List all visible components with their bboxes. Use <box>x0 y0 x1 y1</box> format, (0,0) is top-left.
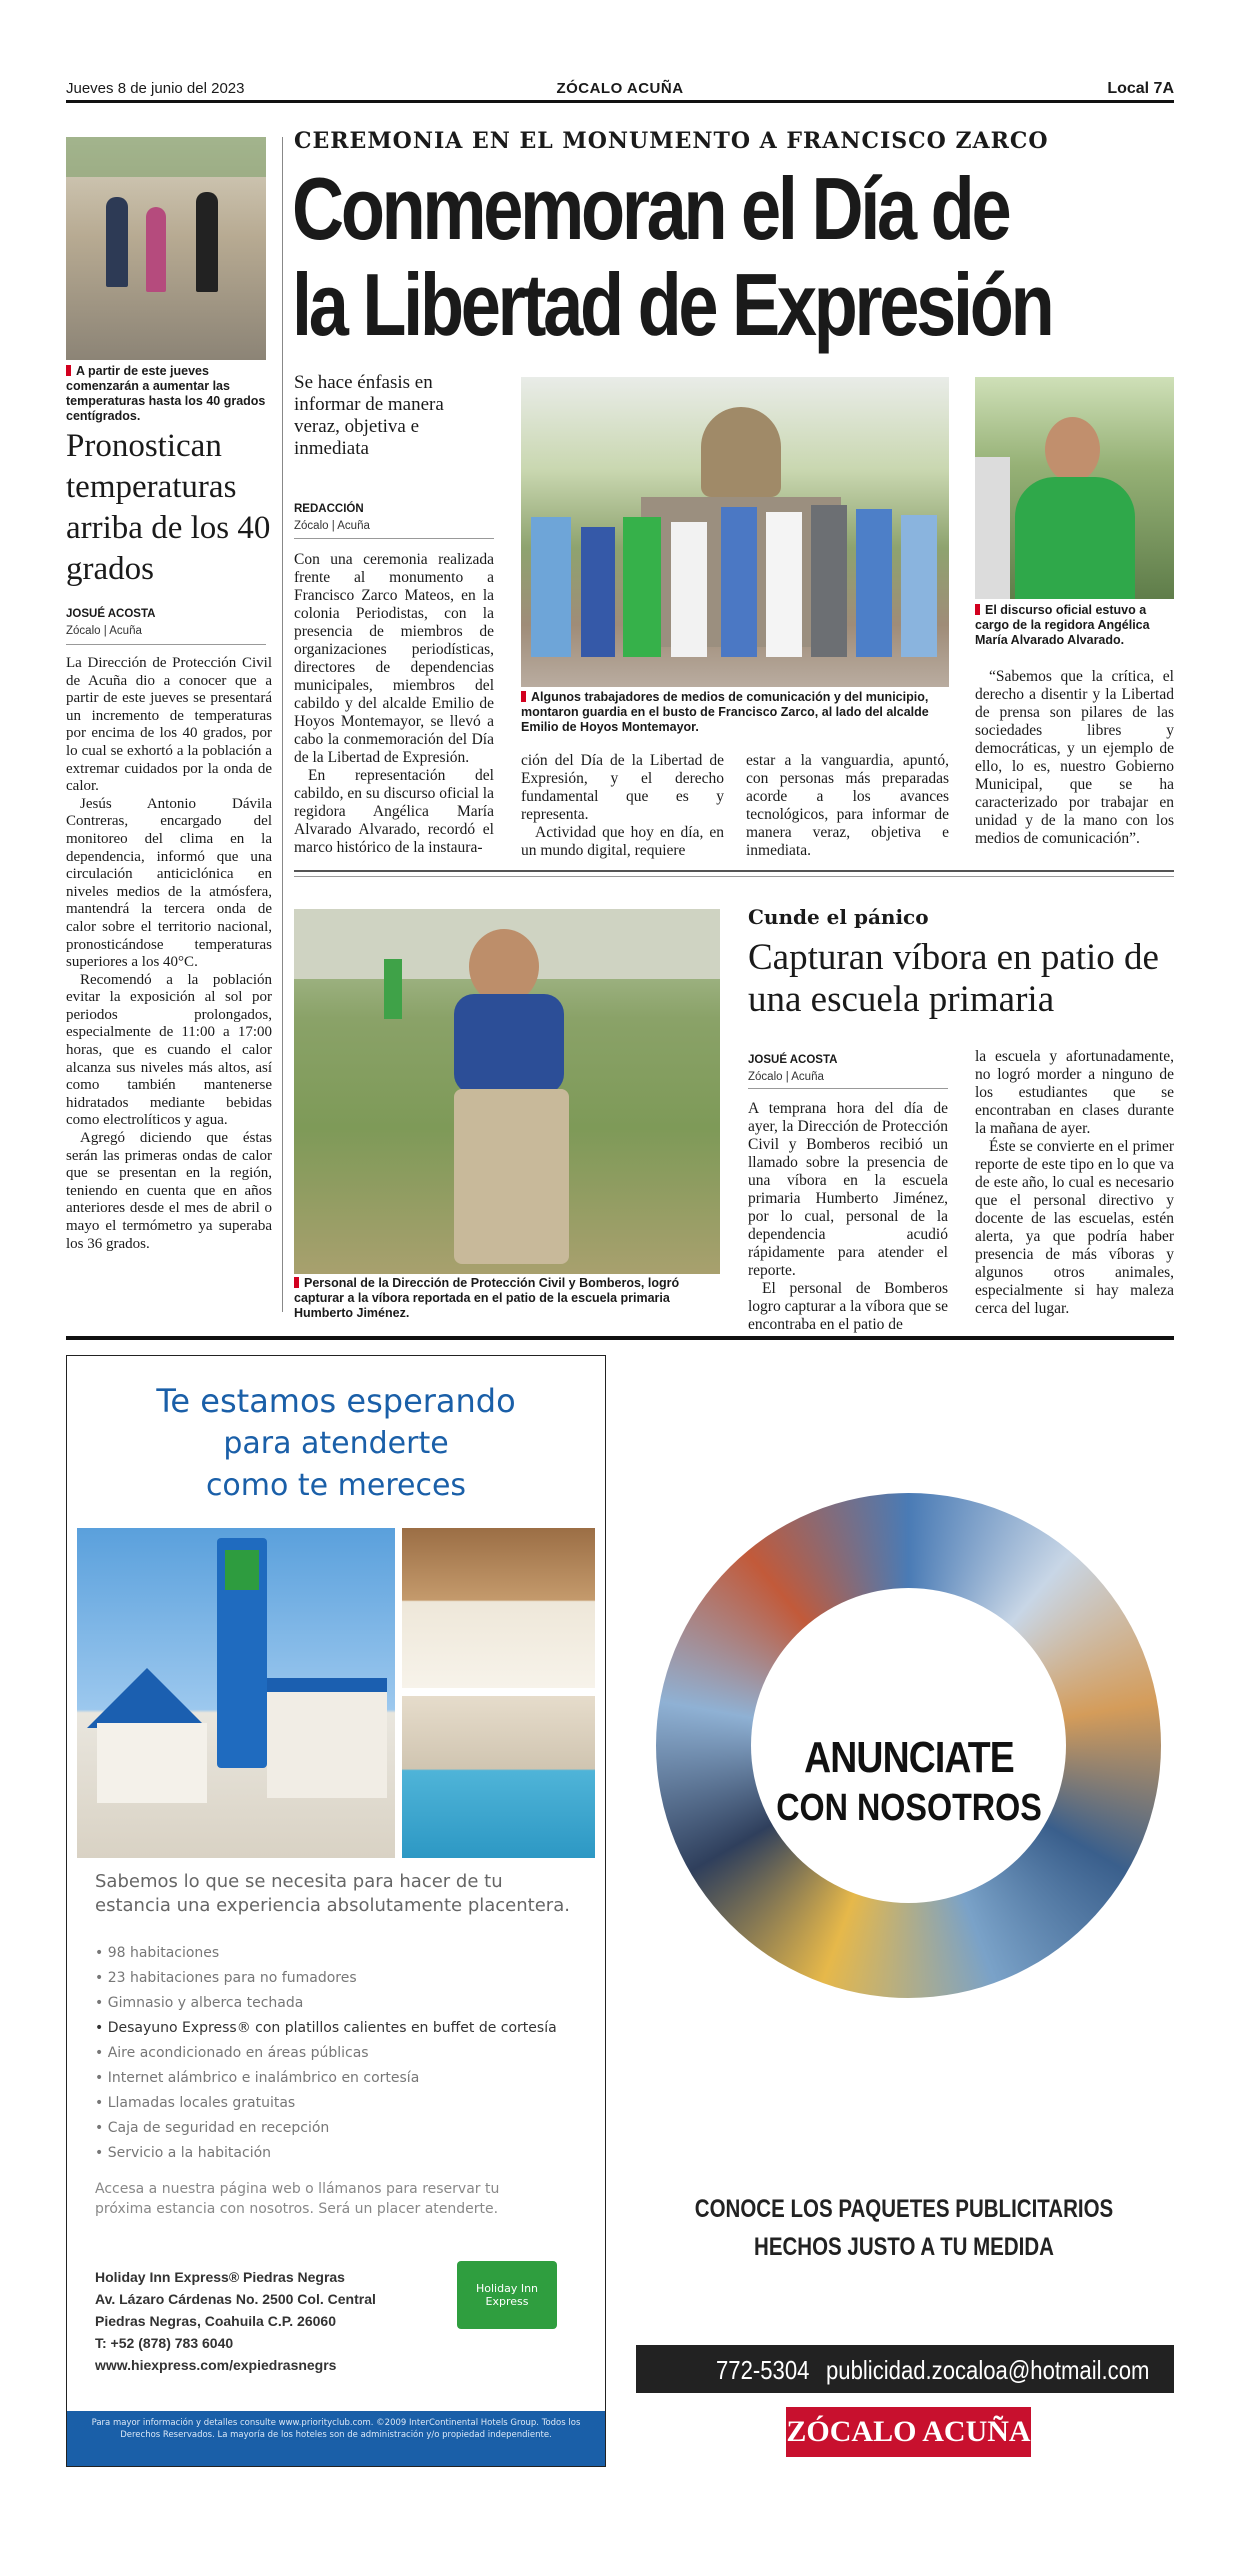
zocalo-phone[interactable]: 772-5304 <box>716 2355 810 2385</box>
main-paragraph: ción del Día de la Libertad de Expresión, y el derecho fundamental que es y representa. <box>521 752 724 823</box>
hotel-pool-photo <box>402 1696 595 1858</box>
hotel-ad-cta: Accesa a nuestra página web o llámanos para reservar tu próxima estancia con nosotros. Será un placer atenderte. <box>95 2181 500 2217</box>
viper-paragraph: la escuela y afortunadamente, no logró morder a ninguno de los estudiantes que se encontraban en clases durante la mañana de ayer. <box>975 1048 1174 1137</box>
hotel-advertisement[interactable] <box>66 1355 606 2467</box>
zocalo-logo <box>786 2407 1031 2457</box>
zocalo-logo-text: ZÓCALO ACUÑA <box>786 2415 1031 2448</box>
amenity-item: • Servicio a la habitación <box>95 2145 272 2161</box>
viper-paragraph: A temprana hora del día de ayer, la Dirección de Protección Civil y Bomberos recibió un llamado sobre la presencia de una víbora en la escuela primaria Humberto Jiménez, por lo cual, personal de la dependencia acudió rápidamente para atender el reporte. <box>748 1100 948 1279</box>
zocalo-contact-bar <box>636 2345 1174 2393</box>
hotel-ad-footer-text: Para mayor información y detalles consulte www.priorityclub.com. ©2009 InterContinental Hotels Group. Todos los Derechos Reservados. La mayoría de los hoteles son de administración y/o propiedad independiente. <box>91 2418 581 2440</box>
viper-kicker: Cunde el pánico <box>748 905 929 929</box>
hotel-ad-footer <box>67 2411 605 2466</box>
amenity-item: • 23 habitaciones para no fumadores <box>95 1970 357 1986</box>
hotel-room-photo <box>402 1528 595 1688</box>
main-column-3 <box>746 752 949 860</box>
holiday-inn-logo <box>457 2261 557 2329</box>
section-page: Local 7A <box>1107 80 1174 97</box>
viper-paragraph: El personal de Bomberos logro capturar a la víbora que se encontraba en el patio de <box>748 1280 948 1333</box>
zocalo-ad-packages-1: CONOCE LOS PAQUETES PUBLICITARIOS <box>694 2195 1114 2223</box>
main-kicker: CEREMONIA EN EL MONUMENTO A FRANCISCO ZARCO <box>294 128 1049 154</box>
weather-author: JOSUÉ ACOSTA <box>66 608 156 620</box>
amenity-item: • Desayuno Express® con platillos calientes en buffet de cortesía <box>95 2020 557 2036</box>
story-separator-thin <box>294 876 1174 877</box>
main-headline-line1: Conmemoran el Día de <box>292 159 1009 258</box>
main-deck: Se hace énfasis en informar de manera veraz, objetiva e inmediata <box>294 372 444 459</box>
main-paragraph: Actividad que hoy en día, en un mundo digital, requiere <box>521 824 724 859</box>
newspaper-name: ZÓCALO ACUÑA <box>556 80 684 97</box>
hotel-phone[interactable]: T: +52 (878) 783 6040 <box>95 2335 234 2351</box>
hotel-address-line: Av. Lázaro Cárdenas No. 2500 Col. Central <box>95 2291 376 2307</box>
viper-title: Capturan víbora en patio de una escuela primaria <box>748 937 1159 1020</box>
main-column-1 <box>294 551 494 857</box>
main-byline-rule <box>294 538 494 539</box>
main-paragraph: estar a la vanguardia, apuntó, con personas más preparadas acorde a los avances tecnológicos, para informar de manera veraz, objetiva e inmediata. <box>746 752 949 859</box>
zocalo-email-link[interactable]: publicidad.zocaloa@hotmail.com <box>826 2355 1150 2385</box>
viper-photo <box>294 909 720 1274</box>
hotel-amenities-list <box>95 1941 595 2166</box>
weather-paragraph: Agregó diciendo que éstas serán las primeras ondas de calor que se presentan en la región, teniendo en cuenta que en años anteriores desde el mes de abril o mayo el termómetro ya superaba los 36 grados. <box>66 1130 272 1252</box>
ceremony-photo-caption: Algunos trabajadores de medios de comunicación y del municipio, montaron guardia en el busto de Francisco Zarco, al lado del alcalde Emilio de Hoyos Montemayor. <box>521 690 949 735</box>
zocalo-ad-packages-2: HECHOS JUSTO A TU MEDIDA <box>754 2233 1054 2261</box>
column-divider <box>282 137 283 1312</box>
main-quote-text: “Sabemos que la crítica, el derecho a disentir y la Libertad de prensa son pilares de las sociedades libres y democráticas, y un ejemplo de ello, lo es, nuestro Gobierno Municipal, que se ha caracterizado por trabajar en unidad y de la mano con los medios de comunicación”. <box>975 668 1174 847</box>
hotel-ad-heading-1: Te estamos esperando <box>156 1382 516 1420</box>
hotel-website-link[interactable]: www.hiexpress.com/expiedrasnegrs <box>95 2357 337 2373</box>
main-location: Zócalo | Acuña <box>294 520 370 532</box>
issue-date: Jueves 8 de junio del 2023 <box>66 80 245 97</box>
header-rule <box>66 100 1174 103</box>
weather-paragraph: Recomendó a la población evitar la exposición al sol por periodos prolongados, especialmente de 11:00 a 17:00 horas, que es cuando el calor alcanza sus niveles más altos, así como también mantenerse hidratados mediante bebidas como electrolíticos y agua. <box>66 971 272 1129</box>
hotel-ad-heading-3: como te mereces <box>205 1468 467 1503</box>
viper-author: JOSUÉ ACOSTA <box>748 1054 838 1066</box>
viper-paragraph: Éste se convierte en el primer reporte de este tipo en lo que va de este año, lo cual es necesario que el personal directivo y docente de las escuelas, estén alerta, ya que podría haber presencia de más víboras y algunos otros animales, especialmente si hay maleza cerca del lugar. <box>975 1138 1174 1317</box>
weather-location: Zócalo | Acuña <box>66 625 142 637</box>
main-headline-line2: la Libertad de Expresión <box>292 255 1052 354</box>
viper-location: Zócalo | Acuña <box>748 1071 824 1083</box>
ceremony-photo <box>521 377 949 687</box>
speaker-photo <box>975 377 1174 599</box>
viper-photo-caption: Personal de la Dirección de Protección Civil y Bomberos, logró capturar a la víbora reportada en el patio de la escuela primaria Humberto Jiménez. <box>294 1276 720 1321</box>
main-author: REDACCIÓN <box>294 503 364 515</box>
zocalo-ad-center-2: CON NOSOTROS <box>776 1787 1042 1829</box>
weather-photo <box>66 137 266 360</box>
main-quote <box>975 668 1174 848</box>
main-paragraph: Con una ceremonia realizada frente al monumento a Francisco Zarco Mateos, en la colonia Periodistas, con la presencia de miembros de organizaciones periodísticas, directores de dependencias municipales, miembros del cabildo y del alcalde Emilio de Hoyos Montemayor, se llevó a cabo la conmemoración del Día de la Libertad de Expresión. <box>294 551 494 766</box>
weather-photo-caption: A partir de este jueves comenzarán a aumentar las temperaturas hasta los 40 grados centígrados. <box>66 364 266 423</box>
weather-paragraph: Jesús Antonio Dávila Contreras, encargado del monitoreo del clima en la dependencia, informó que una circulación anticiclónica en niveles medios de la atmósfera, mantendrá la tercera onda de calor sobre el territorio nacional, pronosticándose temperaturas superiores a los 40°C. <box>66 795 272 971</box>
amenity-item: • 98 habitaciones <box>95 1945 220 1961</box>
hotel-building-photo <box>77 1528 395 1858</box>
speaker-photo-caption: El discurso oficial estuvo a cargo de la regidora Angélica María Alvarado Alvarado. <box>975 603 1174 648</box>
hotel-address-line: Holiday Inn Express® Piedras Negras <box>95 2269 345 2285</box>
amenity-item: • Gimnasio y alberca techada <box>95 1995 304 2011</box>
main-paragraph: En representación del cabildo, en su discurso oficial la regidora Angélica María Alvarado Alvarado, recordó el marco histórico de la instaura- <box>294 767 494 856</box>
weather-byline-rule <box>66 644 266 645</box>
weather-paragraph: La Dirección de Protección Civil de Acuña dio a conocer que a partir de este jueves se presentará un incremento de temperaturas por encima de los 40 grados, por lo cual se exhortó a la población a extremar cuidados por la onda de calor. <box>66 655 272 795</box>
page-header <box>66 72 1174 102</box>
amenity-item: • Llamadas locales gratuitas <box>95 2095 296 2111</box>
amenity-item: • Internet alámbrico e inalámbrico en cortesía <box>95 2070 420 2086</box>
weather-title: Pronostican temperaturas arriba de los 40 grados <box>66 428 271 587</box>
zocalo-ad-center-1: ANUNCIATE <box>804 1733 1014 1782</box>
hotel-ad-heading-2: para atenderte <box>223 1426 449 1461</box>
holiday-inn-logo-text: Holiday Inn Express <box>475 2282 539 2308</box>
hotel-address-block <box>95 2266 425 2376</box>
amenity-item: • Aire acondicionado en áreas públicas <box>95 2045 369 2061</box>
viper-byline-rule <box>748 1088 948 1089</box>
viper-column-1 <box>748 1100 948 1334</box>
story-separator <box>294 870 1174 872</box>
hotel-address-line: Piedras Negras, Coahuila C.P. 26060 <box>95 2313 336 2329</box>
zocalo-advertisement[interactable] <box>634 1355 1174 2465</box>
ad-section-rule <box>66 1336 1174 1340</box>
amenity-item: • Caja de seguridad en recepción <box>95 2120 330 2136</box>
hotel-ad-tagline: Sabemos lo que se necesita para hacer de tu estancia una experiencia absolutamente placentera. <box>95 1871 570 1916</box>
viper-column-2 <box>975 1048 1174 1318</box>
main-column-2 <box>521 752 724 860</box>
weather-body <box>66 655 272 1253</box>
